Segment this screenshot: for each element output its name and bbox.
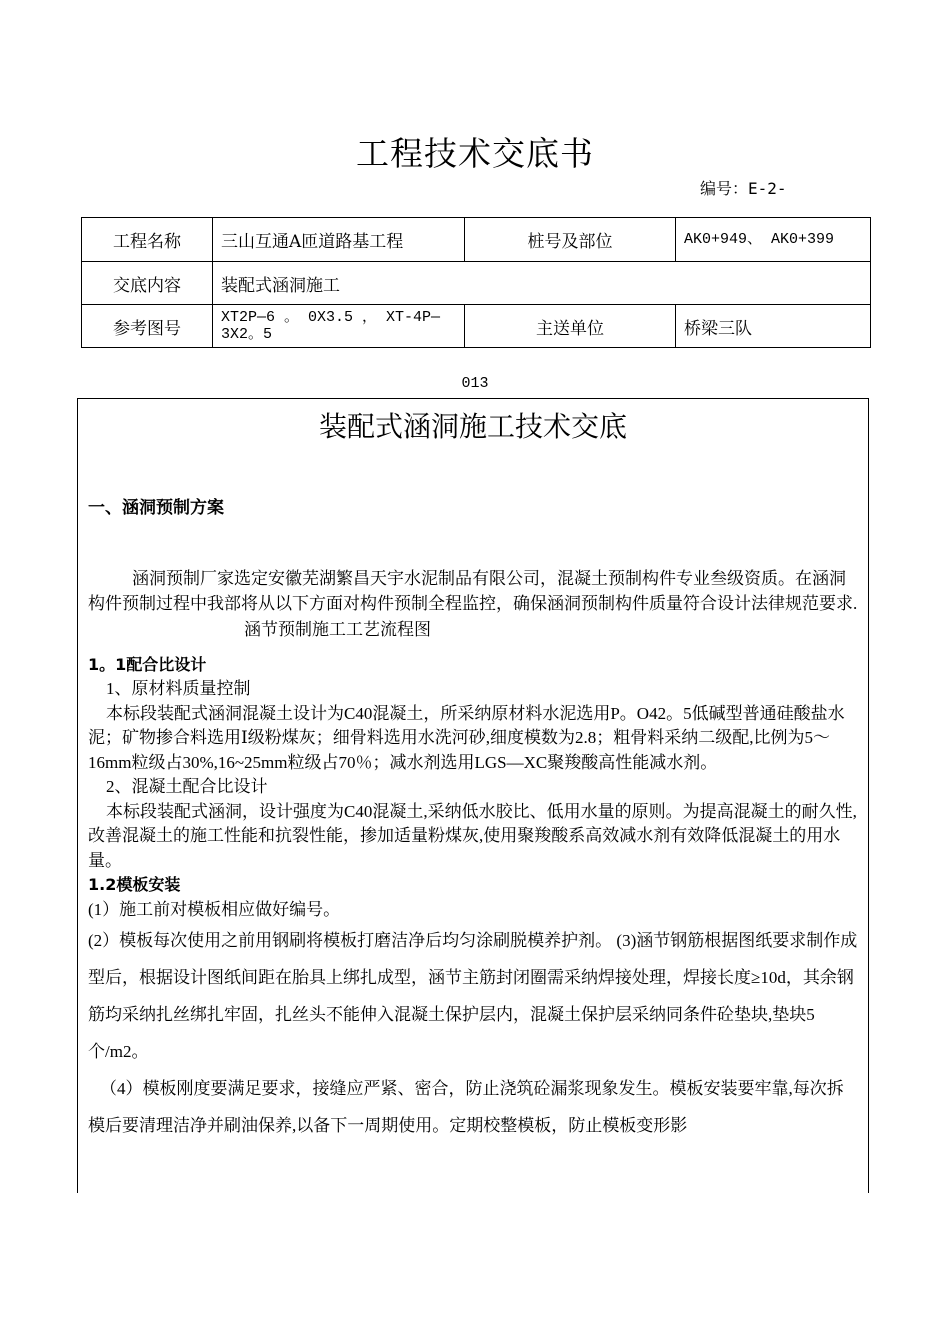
section-heading: 一、涵洞预制方案 [88,498,224,518]
materials-paragraph: 本标段装配式涵洞混凝土设计为C40混凝土，所采纳原材料水泥选用P。O42。5低碱型普通硅酸盐水泥；矿物掺合料选用Ⅰ级粉煤灰；细骨料选用水洗河砂,细度模数为2.8；粗骨料采纳二级配,比例为5～16mm粒级占30%,16~25mm粒级占70％；减水剂选用LGS—XC聚羧酸高性能减水剂。 [88,703,845,772]
document-title: 工程技术交底书 [356,134,594,173]
intro-paragraph: 涵洞预制厂家选定安徽芜湖繁昌天宇水泥制品有限公司，混凝土预制构件专业叁级资质。在涵洞构件预制过程中我部将从以下方面对构件预制全程监控，确保涵洞预制构件质量符合设计法律规范要求. [88,569,858,613]
content-body [88,567,858,1144]
recipient-value: 桥梁三队 [676,305,871,348]
table-row [82,305,871,348]
subheading-mix: 2、混凝土配合比设计 [106,777,268,796]
drawing-no-line1: XT2P—6 。 0X3.5 ， XT-4P— [221,309,441,326]
content-box [77,398,869,1193]
table-row [82,218,871,262]
subheading-materials: 1、原材料质量控制 [106,679,251,698]
content-value: 装配式涵洞施工 [213,262,871,305]
station-label: 桩号及部位 [465,218,676,262]
list-item: (1）施工前对模板相应做好编号。 [88,899,341,919]
station-value: AK0+949、 AK0+399 [676,218,871,262]
heading-1-2: 1.2模板安装 [88,875,181,894]
list-item: (2）模板每次使用之前用钢刷将模板打磨洁净后均匀涂刷脱模养护剂。 (3)涵节钢筋根据图纸要求制作成型后，根据设计图纸间距在胎具上绑扎成型，涵节主筋封闭圈需采纳焊接处理，焊接长度≥10d，其余钢筋均采纳扎丝绑扎牢固，扎丝头不能伸入混凝土保护层内，混凝土保护层采纳同条件砼垫块,垫块5个/m2。 [88,931,858,1061]
table-row [82,262,871,305]
flow-chart-caption: 涵节预制施工工艺流程图 [244,620,431,639]
drawing-no-line2: 3X2。5 [221,326,273,343]
project-info-table [81,217,871,348]
project-name-value: 三山互通A匝道路基工程 [213,218,465,262]
drawing-no-label: 参考图号 [82,305,213,348]
recipient-label: 主送单位 [465,305,676,348]
project-name-label: 工程名称 [82,218,213,262]
content-title: 装配式涵洞施工技术交底 [318,410,627,443]
mix-paragraph: 本标段装配式涵洞，设计强度为C40混凝土,采纳低水胶比、低用水量的原则。为提高混凝土的耐久性,改善混凝土的施工性能和抗裂性能，掺加适量粉煤灰,使用聚羧酸系高效减水剂有效降低混凝土的用水量。 [88,801,857,870]
drawing-no-value [213,305,465,348]
list-item: （4）模板刚度要满足要求，接缝应严紧、密合，防止浇筑砼漏浆现象发生。模板安装要牢靠,每次拆模后要清理洁净并刷油保养,以备下一周期使用。定期校整模板，防止模板变形影 [88,1079,844,1135]
heading-1-1: 1。1配合比设计 [88,654,207,674]
content-label: 交底内容 [82,262,213,305]
document-number: 编号：E-2- [700,179,787,198]
page-code: 013 [461,375,489,392]
